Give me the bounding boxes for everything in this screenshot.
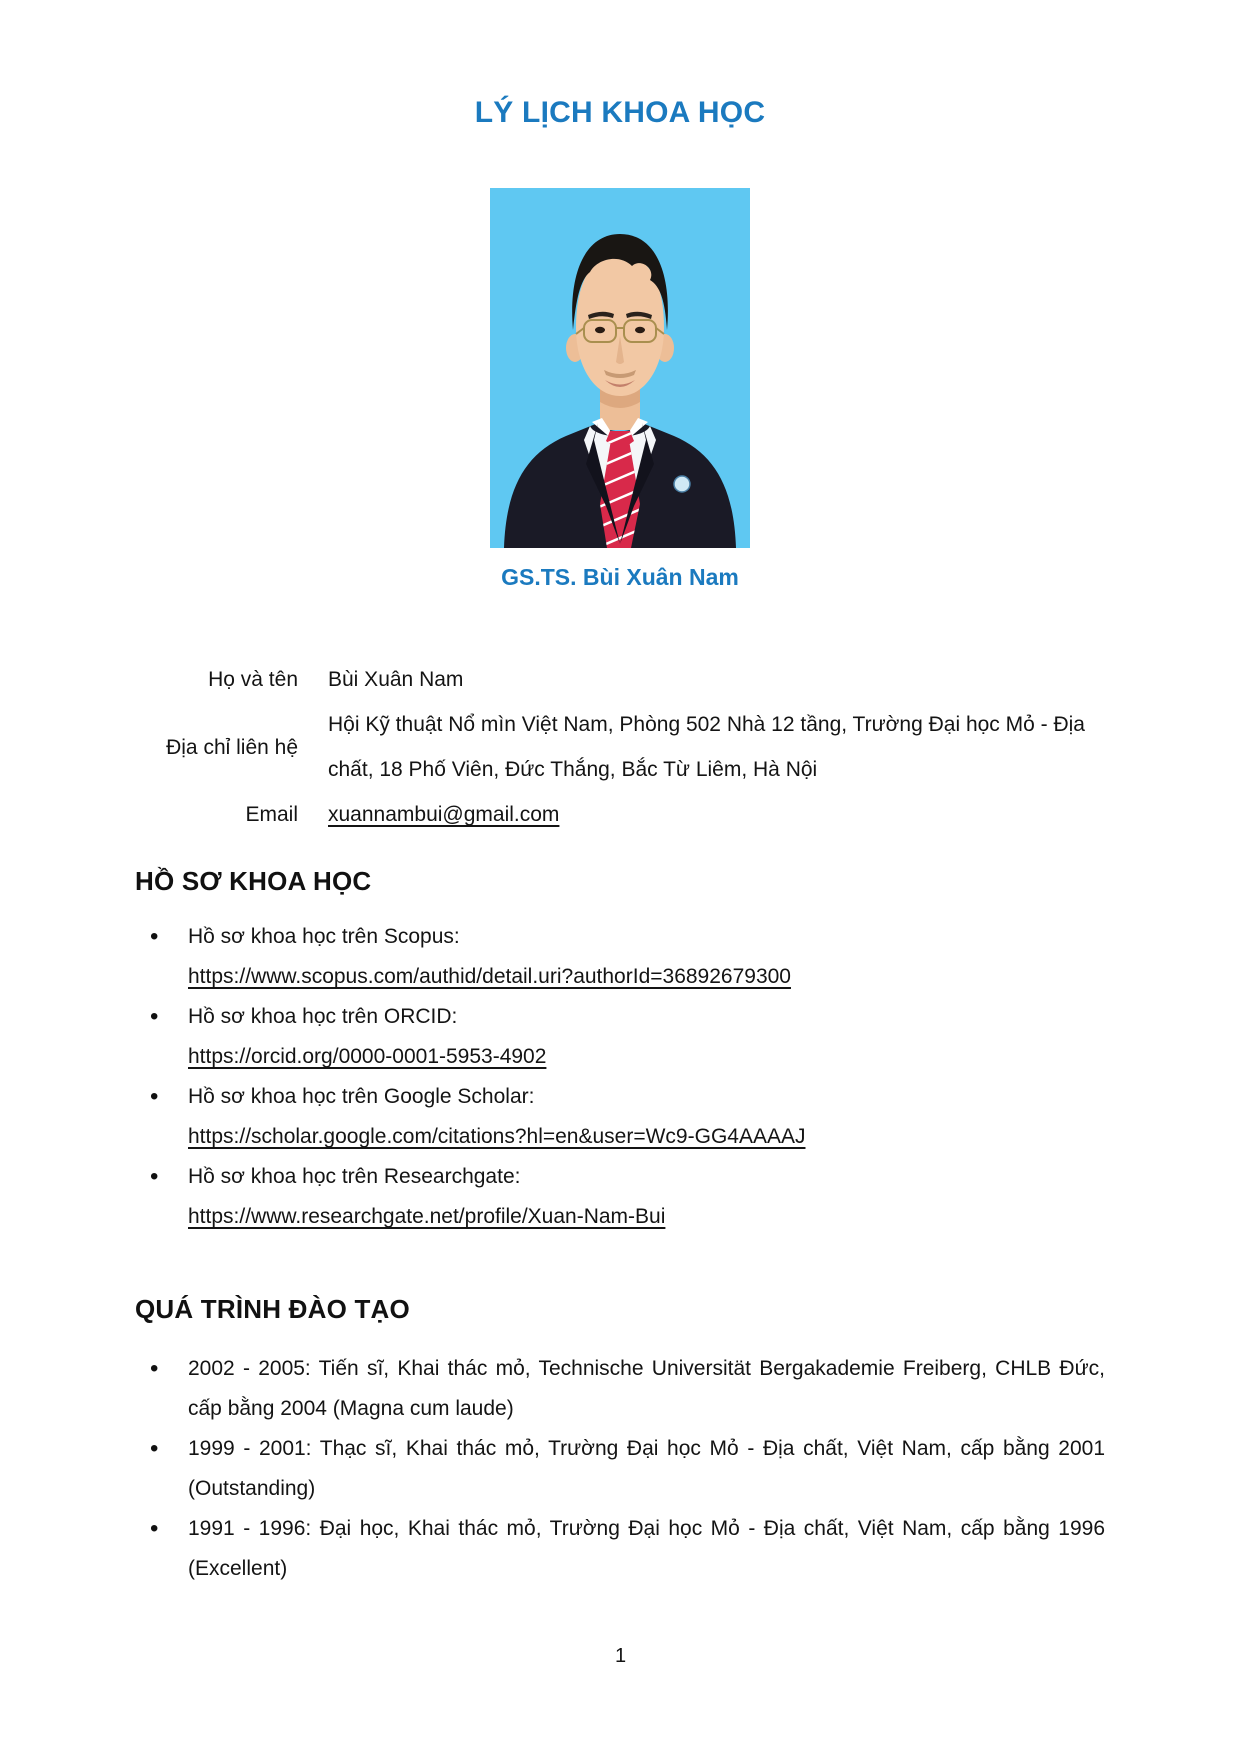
researchgate-link[interactable]: https://www.researchgate.net/profile/Xuan-Nam-Bui — [188, 1205, 666, 1228]
list-item — [135, 917, 1105, 997]
contact-label: Họ và tên — [208, 668, 298, 691]
list-item: • 1999 - 2001: Thạc sĩ, Khai thác mỏ, Trường Đại học Mỏ - Địa chất, Việt Nam, cấp bằng 2001 (Outstanding) — [135, 1429, 1105, 1509]
contact-value — [328, 792, 1105, 837]
list-item — [135, 997, 1105, 1077]
portrait-photo-image — [490, 188, 750, 548]
contact-value: Bùi Xuân Nam — [328, 668, 464, 691]
profile-label: Hồ sơ khoa học trên Researchgate: — [188, 1165, 521, 1188]
scopus-link[interactable]: https://www.scopus.com/authid/detail.uri?authorId=36892679300 — [188, 965, 791, 988]
email-link[interactable]: xuannambui@gmail.com — [328, 803, 560, 826]
page-number: 1 — [614, 1645, 627, 1667]
google-scholar-link[interactable]: https://scholar.google.com/citations?hl=en&user=Wc9-GG4AAAAJ — [188, 1125, 806, 1148]
contact-row-address — [135, 702, 1105, 792]
profiles-list — [135, 917, 1105, 1237]
photo-caption: GS.TS. Bùi Xuân Nam — [501, 564, 739, 590]
portrait-photo — [490, 188, 750, 548]
list-item — [135, 1157, 1105, 1237]
contact-label: Email — [245, 803, 298, 826]
list-item: • 2002 - 2005: Tiến sĩ, Khai thác mỏ, Technische Universität Bergakademie Freiberg, CHLB Đức, cấp bằng 2004 (Magna cum laude) — [135, 1349, 1105, 1429]
section-heading-education: QUÁ TRÌNH ĐÀO TẠO — [135, 1294, 410, 1324]
contact-row-email — [135, 792, 1105, 837]
orcid-link[interactable]: https://orcid.org/0000-0001-5953-4902 — [188, 1045, 547, 1068]
section-heading-profiles: HỒ SƠ KHOA HỌC — [135, 866, 372, 896]
contact-label: Địa chỉ liên hệ — [166, 735, 298, 759]
contact-row-name — [135, 657, 1105, 702]
list-item: • 1991 - 1996: Đại học, Khai thác mỏ, Trường Đại học Mỏ - Địa chất, Việt Nam, cấp bằng 1996 (Excellent) — [135, 1509, 1105, 1589]
contact-value: Hội Kỹ thuật Nổ mìn Việt Nam, Phòng 502 Nhà 12 tầng, Trường Đại học Mỏ - Địa chất, 18 Phố Viên, Đức Thắng, Bắc Từ Liêm, Hà Nội — [328, 713, 1085, 781]
contact-table — [135, 657, 1105, 837]
list-item — [135, 1077, 1105, 1157]
education-list — [135, 1349, 1105, 1589]
profile-label: Hồ sơ khoa học trên Google Scholar: — [188, 1085, 535, 1108]
profile-label: Hồ sơ khoa học trên ORCID: — [188, 1005, 458, 1028]
profile-label: Hồ sơ khoa học trên Scopus: — [188, 925, 460, 948]
page-title: LÝ LỊCH KHOA HỌC — [474, 96, 766, 129]
